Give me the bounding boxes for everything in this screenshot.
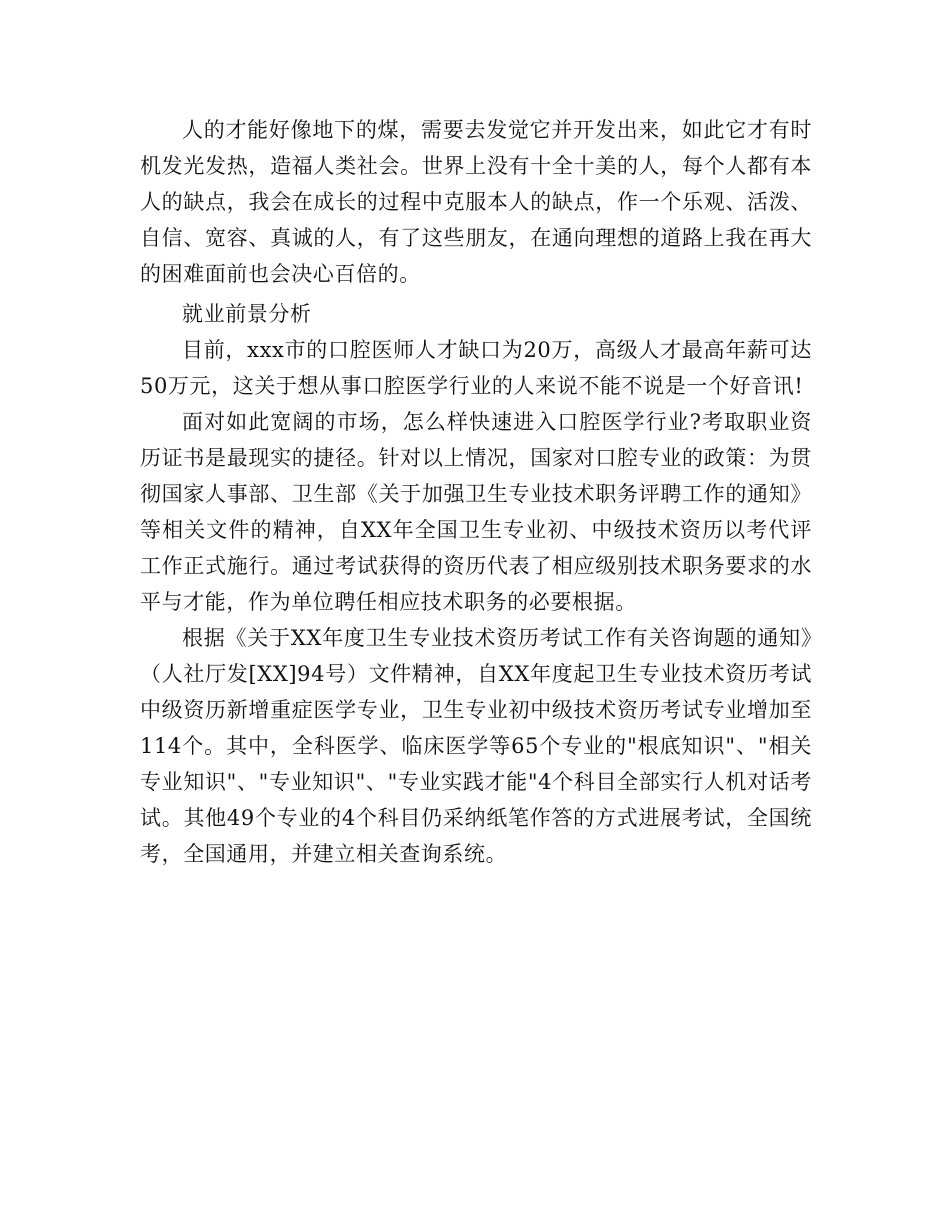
section-heading: 就业前景分析 (182, 302, 312, 326)
paragraph-certification: 面对如此宽阔的市场，怎么样快速进入口腔医学行业?考取职业资历证书是最现实的捷径。针对以上情况，国家对口腔专业的政策：为贯彻国家人事部、卫生部《关于加强卫生专业技术职务评聘工作的通知》等相关文件的精神，自XX年全国卫生专业初、中级技术资历以考代评工作正式施行。通过考试获得的资历代表了相应级别技术职务要求的水平与才能，作为单位聘任相应技术职务的必要根据。 (140, 410, 812, 614)
paragraph-job-outlook: 目前，xxx市的口腔医师人才缺口为20万，高级人才最高年薪可达50万元，这关于想从事口腔医学行业的人来说不能不说是一个好音讯! (140, 338, 812, 398)
paragraph-talent: 人的才能好像地下的煤，需要去发觉它并开发出来，如此它才有时机发光发热，造福人类社会。世界上没有十全十美的人，每个人都有本人的缺点，我会在成长的过程中克服本人的缺点，作一个乐观、活泼、自信、宽容、真诚的人，有了这些朋友，在通向理想的道路上我在再大的困难面前也会决心百倍的。 (140, 118, 812, 286)
paragraph-exam-policy: 根据《关于XX年度卫生专业技术资历考试工作有关咨询题的通知》（人社厅发[XX]94号）文件精神，自XX年度起卫生专业技术资历考试中级资历新增重症医学专业，卫生专业初中级技术资历考试专业增加至114个。其中，全科医学、临床医学等65个专业的"根底知识"、"相关专业知识"、"专业知识"、"专业实践才能"4个科目全部实行人机对话考试。其他49个专业的4个科目仍采纳纸笔作答的方式进展考试，全国统考，全国通用，并建立相关查询系统。 (140, 626, 812, 866)
document-body (140, 112, 812, 872)
